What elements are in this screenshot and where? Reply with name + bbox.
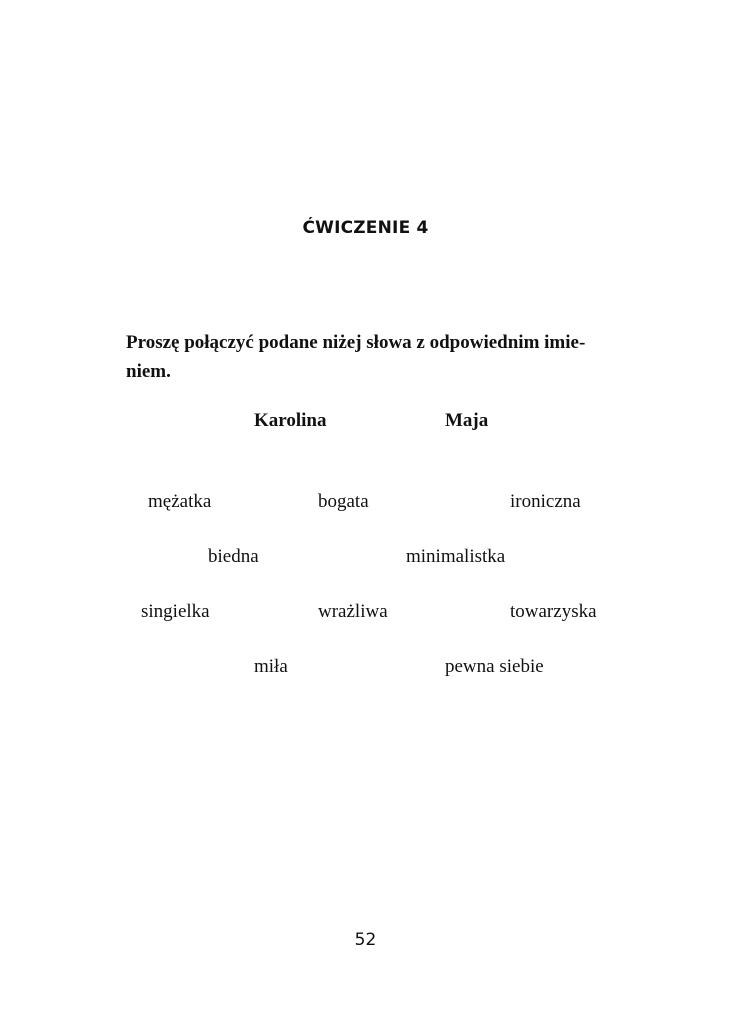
word-towarzyska: towarzyska bbox=[510, 601, 597, 622]
name-karolina: Karolina bbox=[254, 410, 327, 431]
instruction-line-1: Proszę połączyć podane niżej słowa z odpowiednim imie- bbox=[126, 332, 586, 353]
word-bogata: bogata bbox=[318, 491, 369, 512]
word-mila: miła bbox=[254, 656, 288, 677]
word-pewna-siebie: pewna siebie bbox=[445, 656, 544, 677]
word-singielka: singielka bbox=[141, 601, 210, 622]
exercise-instruction bbox=[126, 328, 636, 386]
word-mezatka: mężatka bbox=[148, 491, 212, 512]
word-wrazliwa: wrażliwa bbox=[318, 601, 388, 622]
word-minimalistka: minimalistka bbox=[406, 546, 506, 567]
exercise-title: ĆWICZENIE 4 bbox=[302, 218, 429, 238]
instruction-line-2: niem. bbox=[126, 361, 171, 382]
name-maja: Maja bbox=[445, 410, 489, 431]
page-number: 52 bbox=[354, 930, 377, 950]
word-ironiczna: ironiczna bbox=[510, 491, 581, 512]
word-biedna: biedna bbox=[208, 546, 259, 567]
